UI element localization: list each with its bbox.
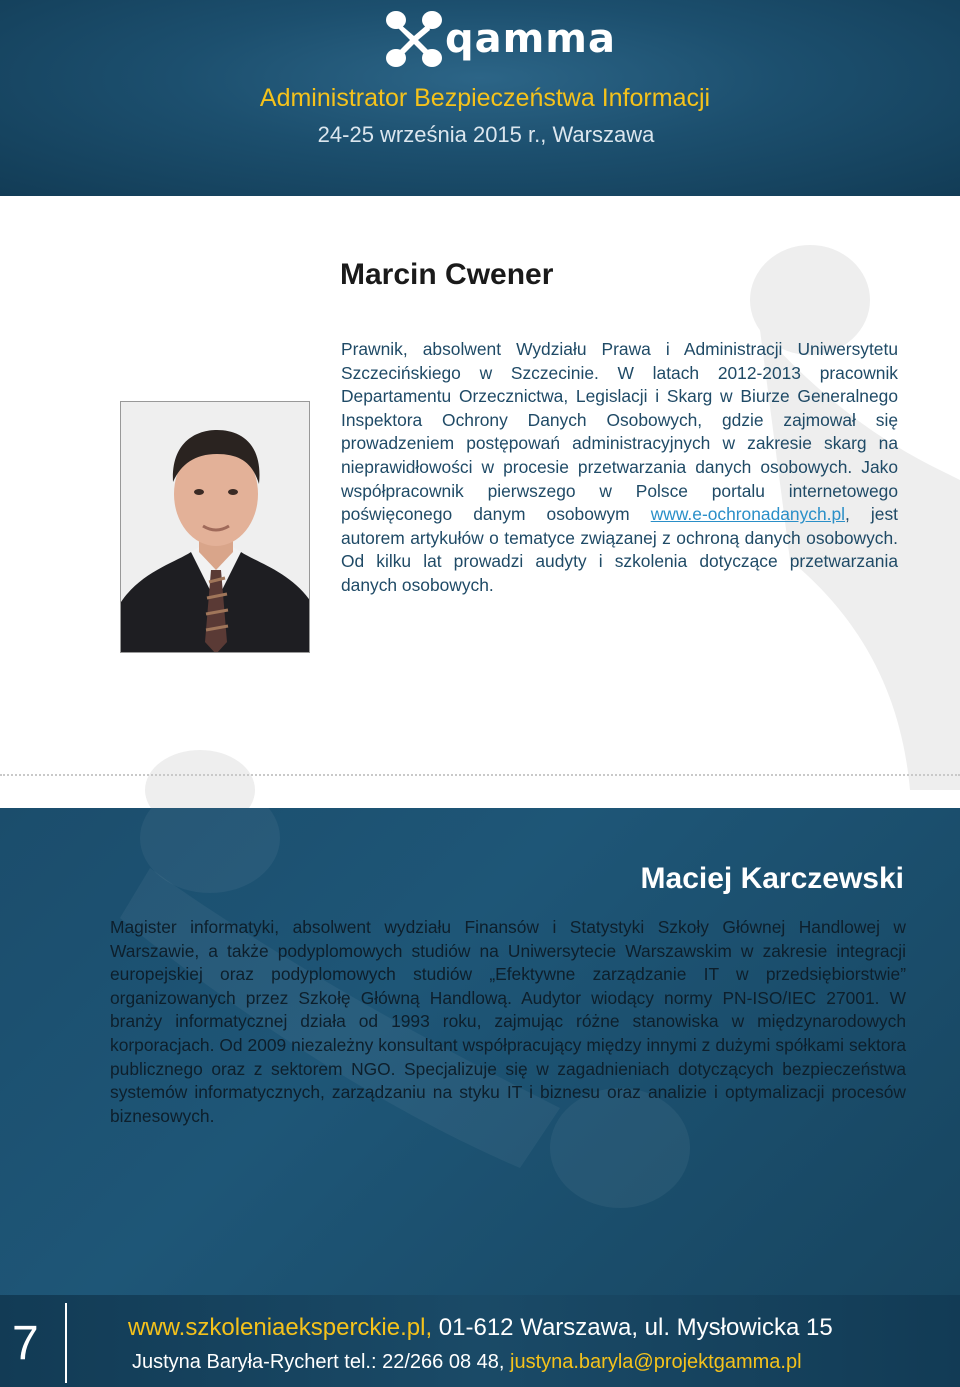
footer-address-line xyxy=(128,1314,833,1342)
gamma-logo-icon xyxy=(380,6,450,76)
section-divider xyxy=(0,774,960,776)
portal-link[interactable]: www.e-ochronadanych.pl xyxy=(650,504,846,525)
speaker-bio-2: Magister informatyki, absolwent wydziału Finansów i Statystyki Szkoły Głównej Handlowej w Warszawie, a także podyplomowych studiów na Uniwersytecie Warszawskim w zakresie integracji europejskiej oraz podyplomowych studiów „Efektywne zarządzanie IT w przedsiębiorstwie” organizowanych przez Szkołę Główną Handlową. Audytor wiodący normy PN-ISO/IEC 27001. W branży informatycznej działa od 1993 roku, zajmując różne stanowiska w międzynarodowych korporacjach. Od 2009 niezależny konsultant współpracujący między innymi z dużymi spółkami sektora publicznego oraz z sektorem NGO. Specjalizuje się w zagadnieniach dotyczących bezpieczeństwa systemów informatycznych, zarządzaniu na styku IT i biznesu oraz analizie i optymalizacji procesów biznesowych. xyxy=(110,917,906,1126)
email-link[interactable]: justyna.baryla@projektgamma.pl xyxy=(510,1351,802,1373)
phone-text: tel.: 22/266 08 48, xyxy=(338,1351,510,1373)
footer-contact-line xyxy=(132,1351,802,1374)
bio-text-continued: , jest autorem artykułów o tematyce związanej z ochroną danych osobowych. Od kilku lat prowadzi audyty i szkolenia dotyczące przetwarzania danych osobowych. xyxy=(341,504,898,595)
brand-name: qamma xyxy=(445,16,616,62)
speaker-name: Marcin Cwener xyxy=(340,258,554,291)
speaker-name-2: Maciej Karczewski xyxy=(640,862,904,895)
page-number: 7 xyxy=(12,1317,39,1370)
event-title: Administrator Bezpieczeństwa Informacji xyxy=(259,84,711,112)
footer-divider xyxy=(65,1303,67,1383)
speaker-photo xyxy=(120,401,310,653)
bio-text: Prawnik, absolwent Wydziału Prawa i Administracji Uniwersytetu Szczecińskiego w Szczecinie. W latach 2012-2013 pracownik Departamentu Orzecznictwa, Legislacji i Skarg w Biurze Generalnego Inspektora Ochrony Danych Osobowych, gdzie zajmował się prowadzeniem postępowań administracyjnych w zakresie skarg na nieprawidłowości w procesie przetwarzania danych osobowych. Jako współpracownik pierwszego w Polsce portalu internetowego poświęconego danym osobowym xyxy=(341,339,898,525)
address-text: 01-612 Warszawa, ul. Mysłowicka 15 xyxy=(432,1314,833,1341)
speaker-bio xyxy=(341,338,898,598)
header-banner xyxy=(0,0,960,196)
portrait-image xyxy=(121,402,310,653)
website-link[interactable]: www.szkoleniaeksperckie.pl, xyxy=(128,1314,433,1341)
contact-person: Justyna Baryła-Rychert xyxy=(132,1351,339,1373)
event-date: 24-25 września 2015 r., Warszawa xyxy=(317,122,655,147)
